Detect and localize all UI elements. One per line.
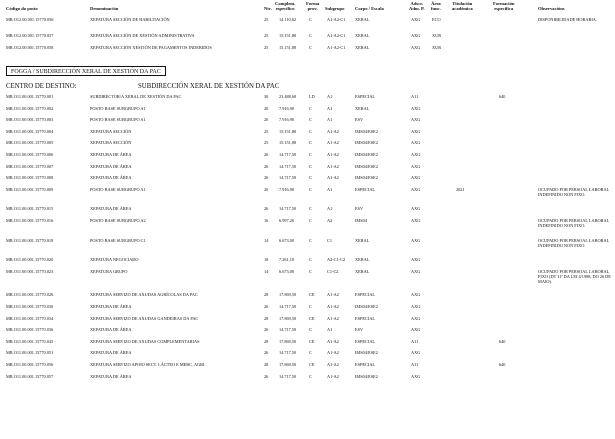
cell-adscr: AXG bbox=[411, 175, 421, 181]
cell-forma: C bbox=[309, 268, 312, 274]
cell-denominacion: XEFATURA SERVIZO DE AXUDAS COMPLEMENTARIAS bbox=[90, 338, 200, 344]
cell-subgrupo: A1-A2 bbox=[327, 338, 339, 344]
header-complemento bbox=[275, 1, 295, 11]
cell-forma: LD bbox=[309, 94, 315, 99]
cell-titulacion: 2021 bbox=[456, 186, 465, 192]
cell-denominacion: XEFATURA DE ÁREA bbox=[90, 163, 132, 169]
cell-complemento: 17.869,50 bbox=[279, 315, 297, 321]
cell-corpo: ESPECIAL bbox=[355, 292, 376, 298]
cell-corpo: IMS04/ESE2 bbox=[355, 304, 378, 309]
header-observacions: Observacións bbox=[538, 6, 565, 11]
cell-complemento: 17.869,50 bbox=[279, 338, 297, 344]
cell-adscr: AXG bbox=[411, 186, 421, 192]
cell-denominacion: XEFATURA NEGOCIADO bbox=[90, 257, 139, 263]
cell-subgrupo: A1-A2 bbox=[327, 373, 339, 379]
cell-nivel: 25 bbox=[264, 128, 269, 134]
cell-subgrupo: A1-A2 bbox=[327, 315, 339, 321]
cell-corpo: ESPECIAL bbox=[355, 186, 376, 192]
cell-complemento: 14.717,50 bbox=[279, 304, 297, 309]
cell-denominacion: XEFATURA SERVIZO DE AXUDAS AGRÍCOLAS DA PAC bbox=[90, 292, 198, 298]
cell-subgrupo: A1 bbox=[327, 105, 333, 111]
cell-codigo: MR.O12.00.001.15770.058 bbox=[6, 45, 54, 50]
cell-corpo: XERAL bbox=[355, 17, 370, 22]
cell-subgrupo: A1-A2 bbox=[327, 152, 339, 157]
cell-forma: C bbox=[309, 117, 312, 123]
cell-nivel: 28 bbox=[264, 338, 269, 344]
cell-corpo: ESPECIAL bbox=[355, 338, 376, 344]
cell-codigo: MR.O11.00.001.15770.056 bbox=[6, 362, 54, 367]
cell-denominacion: XEFATURA SERVIZO APOIO SECT. LÁCTEO E MERC. AGRI. bbox=[90, 362, 206, 367]
cell-forma: C bbox=[309, 327, 312, 333]
header-area bbox=[431, 1, 441, 11]
cell-codigo: MR.O11.00.001.15770.007 bbox=[6, 163, 54, 169]
cell-corpo: ESPECIAL bbox=[355, 362, 376, 367]
cell-codigo: MR.O11.00.001.15770.002 bbox=[6, 105, 54, 111]
cell-adscr: AXG bbox=[411, 163, 421, 169]
cell-codigo: MR.O12.00.001.15770.056 bbox=[6, 17, 54, 22]
cell-adscr: A11 bbox=[411, 362, 419, 367]
cell-area: ECO bbox=[432, 17, 441, 22]
cell-observacions: OCUPADO POR PERSOAL LABORAL INDEFINIDO NON FIXO. bbox=[538, 237, 610, 248]
cell-nivel: 26 bbox=[264, 163, 269, 169]
cell-subgrupo: A1-A2 bbox=[327, 362, 339, 367]
cell-subgrupo: A1-A2 bbox=[327, 304, 339, 309]
header-forma-l1: Forma bbox=[306, 1, 320, 6]
header-formacion-l1: Formación bbox=[493, 1, 515, 6]
cell-corpo: ESPECIAL bbox=[355, 94, 376, 99]
cell-nivel: 25 bbox=[264, 17, 269, 22]
cell-codigo: MR.O11.00.001.15770.051 bbox=[6, 350, 54, 356]
cell-adscr: AXG bbox=[411, 206, 421, 212]
cell-subgrupo: A1 bbox=[327, 117, 333, 123]
cell-nivel: 16 bbox=[264, 218, 269, 223]
cell-corpo: ESV bbox=[355, 327, 364, 333]
header-titulacion-l2: académica bbox=[452, 6, 473, 11]
cell-codigo: MR.O11.00.001.15770.057 bbox=[6, 373, 54, 379]
cell-denominacion: POSTO BASE SUBGRUPO A1 bbox=[90, 186, 146, 192]
cell-adscr: AXG bbox=[411, 128, 421, 134]
cell-forma: C bbox=[309, 186, 312, 192]
cell-complemento: 17.869,50 bbox=[279, 362, 297, 367]
cell-nivel: 26 bbox=[264, 206, 269, 212]
cell-complemento: 6.997,26 bbox=[279, 218, 295, 223]
cell-denominacion: XEFATURA SECCIÓN XESTIÓN DE PAGAMENTOS INDEBIDOS bbox=[90, 45, 212, 50]
cell-corpo: IMS04/ESE2 bbox=[355, 163, 378, 169]
cell-complemento: 23.488,68 bbox=[279, 94, 297, 99]
cell-codigo: MR.O11.00.001.15770.008 bbox=[6, 175, 54, 181]
cell-denominacion: XEFATURA SECCIÓN DE HABILITACIÓN bbox=[90, 17, 170, 22]
cell-subgrupo: A1 bbox=[327, 94, 333, 99]
cell-corpo: ESV bbox=[355, 206, 364, 212]
cell-corpo: IMS04 bbox=[355, 218, 367, 223]
cell-complemento: 14.717,50 bbox=[279, 152, 297, 157]
cell-denominacion: XEFATURA SECCIÓN bbox=[90, 128, 132, 134]
cell-complemento: 6.673,00 bbox=[279, 268, 295, 274]
cell-codigo: MR.O11.00.001.15770.016 bbox=[6, 218, 54, 223]
cell-corpo: IMS04/ESE2 bbox=[355, 152, 378, 157]
cell-denominacion: XEFATURA SECCIÓN DE XESTIÓN ADMINISTRATIVA bbox=[90, 33, 195, 38]
cell-corpo: XERAL bbox=[355, 105, 370, 111]
cell-subgrupo: A1-A2 bbox=[327, 175, 339, 181]
cell-forma: C bbox=[309, 163, 312, 169]
cell-adscr: AXG bbox=[411, 17, 421, 22]
cell-complemento: 15.151,88 bbox=[279, 140, 297, 146]
header-forma bbox=[306, 1, 319, 11]
cell-formacion: 640 bbox=[499, 94, 506, 99]
cell-forma: C bbox=[309, 350, 312, 356]
cell-corpo: XERAL bbox=[355, 257, 370, 263]
cell-observacions: OCUPADO POR PERSOAL LABORAL INDEFINIDO NON FIXO. bbox=[538, 186, 610, 197]
cell-adscr: AXG bbox=[411, 33, 421, 38]
cell-codigo: MR.O11.00.001.15770.009 bbox=[6, 186, 54, 192]
cell-codigo: MR.O11.00.001.15770.030 bbox=[6, 304, 54, 309]
cell-corpo: XERAL bbox=[355, 33, 370, 38]
cell-subgrupo: C1-C2 bbox=[327, 268, 339, 274]
cell-complemento: 15.151,88 bbox=[279, 128, 297, 134]
cell-subgrupo: A1-A2 bbox=[327, 140, 339, 146]
cell-subgrupo: A1-A2-C1 bbox=[327, 17, 346, 22]
cell-nivel: 14 bbox=[264, 237, 269, 243]
cell-forma: C bbox=[309, 304, 312, 309]
cell-forma: C bbox=[309, 45, 312, 50]
cell-area: XUR bbox=[432, 33, 442, 38]
cell-adscr: AXG bbox=[411, 292, 421, 298]
cell-adscr: AXG bbox=[411, 304, 421, 309]
cell-denominacion: XEFATURA DE ÁREA bbox=[90, 304, 132, 309]
cell-nivel: 25 bbox=[264, 33, 269, 38]
cell-complemento: 7.916,90 bbox=[279, 186, 295, 192]
cell-denominacion: XEFATURA SERVIZO DE AXUDAS GANDEIRAS DA PAC bbox=[90, 315, 199, 321]
cell-complemento: 14.717,50 bbox=[279, 373, 297, 379]
cell-forma: C bbox=[309, 175, 312, 181]
cell-corpo: XERAL bbox=[355, 268, 370, 274]
cell-complemento: 14.717,50 bbox=[279, 327, 297, 333]
header-titulacion-l1: Titulación bbox=[452, 1, 473, 6]
cell-subgrupo: A2-C1-C2 bbox=[327, 257, 346, 263]
cell-adscr: AXG bbox=[411, 105, 421, 111]
cell-subgrupo: A1-A2 bbox=[327, 128, 339, 134]
cell-formacion: 640 bbox=[499, 362, 506, 367]
cell-denominacion: POSTO BASE SUBGRUPO A1 bbox=[90, 105, 146, 111]
cell-adscr: AXG bbox=[411, 327, 421, 333]
cell-codigo: MR.O12.00.001.15770.057 bbox=[6, 33, 54, 38]
cell-nivel: 30 bbox=[264, 94, 269, 99]
cell-nivel: 26 bbox=[264, 152, 269, 157]
cell-codigo: MR.O11.00.001.15770.003 bbox=[6, 117, 54, 123]
cell-codigo: MR.O11.00.001.15770.026 bbox=[6, 292, 54, 298]
cell-codigo: MR.O11.00.001.15770.004 bbox=[6, 128, 54, 134]
cell-denominacion: XEFATURA DE ÁREA bbox=[90, 152, 132, 157]
cell-complemento: 6.673,00 bbox=[279, 237, 295, 243]
cell-codigo: MR.O11.00.001.15770.036 bbox=[6, 327, 54, 333]
cell-nivel: 14 bbox=[264, 268, 269, 274]
cell-corpo: XERAL bbox=[355, 45, 370, 50]
cell-corpo: ESV bbox=[355, 117, 364, 123]
header-denominacion: Denominación bbox=[90, 6, 119, 11]
cell-forma: CE bbox=[309, 292, 315, 298]
cell-area: XUR bbox=[432, 45, 442, 50]
cell-forma: CE bbox=[309, 362, 315, 367]
cell-denominacion: XEFATURA DE ÁREA bbox=[90, 350, 132, 356]
cell-observacions: DISPONIBILIDADE HORARIA. bbox=[538, 17, 597, 22]
cell-nivel: 28 bbox=[264, 292, 269, 298]
cell-codigo: MR.O11.00.001.15770.045 bbox=[6, 338, 54, 344]
cell-subgrupo: A2 bbox=[327, 218, 333, 223]
cell-denominacion: POSTO BASE SUBGRUPO A2 bbox=[90, 218, 146, 223]
cell-codigo: MR.O11.00.001.15770.034 bbox=[6, 315, 54, 321]
cell-forma: C bbox=[309, 128, 312, 134]
cell-nivel: 26 bbox=[264, 373, 269, 379]
cell-subgrupo: A1-A2 bbox=[327, 163, 339, 169]
cell-complemento: 14.110,62 bbox=[279, 17, 297, 22]
cell-codigo: MR.O11.00.001.15770.015 bbox=[6, 206, 54, 212]
cell-subgrupo: A1-A2 bbox=[327, 292, 339, 298]
cell-subgrupo: C1 bbox=[327, 237, 333, 243]
cell-denominacion: XEFATURA DE ÁREA bbox=[90, 206, 132, 212]
cell-nivel: 20 bbox=[264, 105, 269, 111]
cell-nivel: 26 bbox=[264, 350, 269, 356]
cell-adscr: AXG bbox=[411, 350, 421, 356]
cell-nivel: 26 bbox=[264, 304, 269, 309]
cell-nivel: 28 bbox=[264, 315, 269, 321]
cell-observacions: OCUPADO POR PERSOAL LABORAL FIXO (DT 11ª DA LEI 4/1988, DO 26 DE MAIO). bbox=[538, 268, 611, 285]
cell-subgrupo: A1 bbox=[327, 186, 333, 192]
centro-label: CENTRO DE DESTINO: bbox=[6, 83, 77, 90]
centro-value: SUBDIRECCIÓN XERAL DE XESTIÓN DA PAC bbox=[138, 83, 280, 90]
cell-codigo: MR.O11.00.001.15770.023 bbox=[6, 268, 54, 274]
cell-subgrupo: A1-A2-C1 bbox=[327, 45, 346, 50]
cell-nivel: 28 bbox=[264, 362, 269, 367]
cell-adscr: A11 bbox=[411, 338, 419, 344]
cell-complemento: 7.916,90 bbox=[279, 117, 295, 123]
cell-forma: C bbox=[309, 33, 312, 38]
cell-forma: C bbox=[309, 17, 312, 22]
section-title-box: FOGGA / SUBDIRECCIÓN XERAL DE XESTIÓN DA PAC bbox=[6, 66, 166, 76]
cell-codigo: MR.O11.00.001.15770.001 bbox=[6, 94, 54, 99]
header-adscr bbox=[409, 1, 425, 11]
cell-complemento: 14.717,50 bbox=[279, 163, 297, 169]
cell-adscr: AXG bbox=[411, 117, 421, 123]
cell-observacions: OCUPADO POR PERSOAL LABORAL INDEFINIDO NON FIXO. bbox=[538, 218, 610, 229]
header-area-l1: Área bbox=[431, 1, 441, 6]
cell-corpo: IMS04/ESE2 bbox=[355, 140, 378, 146]
cell-nivel: 18 bbox=[264, 257, 269, 263]
cell-forma: C bbox=[309, 152, 312, 157]
header-nivel: Niv. bbox=[264, 6, 272, 11]
cell-forma: C bbox=[309, 237, 312, 243]
cell-corpo: IMS04/ESE2 bbox=[355, 175, 378, 181]
header-adscr-l1: Adscr. bbox=[410, 1, 423, 6]
cell-codigo: MR.O11.00.001.15770.006 bbox=[6, 152, 54, 157]
cell-complemento: 7.261,18 bbox=[279, 257, 295, 263]
cell-adscr: AXG bbox=[411, 218, 421, 223]
cell-corpo: IMS04/ESE2 bbox=[355, 373, 378, 379]
header-complemento-l2: específico bbox=[275, 6, 295, 11]
header-adscr-l2: Adm. P. bbox=[409, 6, 425, 11]
cell-forma: CE bbox=[309, 338, 315, 344]
cell-adscr: AXG bbox=[411, 45, 421, 50]
cell-complemento: 15.151,88 bbox=[279, 33, 297, 38]
cell-adscr: AXG bbox=[411, 140, 421, 146]
cell-forma: C bbox=[309, 105, 312, 111]
cell-denominacion: POSTO BASE SUBGRUPO A1 bbox=[90, 117, 146, 123]
cell-denominacion: XEFATURA DE ÁREA bbox=[90, 327, 132, 333]
cell-codigo: MR.O11.00.001.15770.020 bbox=[6, 257, 54, 263]
cell-subgrupo: A1-A2-C1 bbox=[327, 33, 346, 38]
header-formacion-l2: específica bbox=[494, 6, 514, 11]
cell-adscr: AXG bbox=[411, 237, 421, 243]
cell-forma: C bbox=[309, 140, 312, 146]
cell-corpo: IMS04/ESE2 bbox=[355, 350, 378, 356]
cell-subgrupo: A1 bbox=[327, 327, 333, 333]
cell-corpo: ESPECIAL bbox=[355, 315, 376, 321]
cell-codigo: MR.O11.00.001.15770.005 bbox=[6, 140, 54, 146]
header-forma-l2: prov. bbox=[307, 6, 318, 11]
cell-denominacion: XEFATURA DE ÁREA bbox=[90, 373, 132, 379]
cell-adscr: AXG bbox=[411, 152, 421, 157]
cell-complemento: 14.717,50 bbox=[279, 175, 297, 181]
cell-forma: C bbox=[309, 218, 312, 223]
cell-denominacion: XEFATURA GRUPO bbox=[90, 268, 128, 274]
cell-complemento: 14.717,50 bbox=[279, 350, 297, 356]
header-formacion bbox=[493, 1, 514, 11]
cell-complemento: 15.151,88 bbox=[279, 45, 297, 50]
cell-denominacion: XEFATURA SECCIÓN bbox=[90, 140, 132, 146]
header-corpo: Corpo / Escala bbox=[355, 6, 384, 11]
cell-forma: CE bbox=[309, 315, 315, 321]
cell-codigo: MR.O11.00.001.15770.018 bbox=[6, 237, 54, 243]
cell-forma: C bbox=[309, 257, 312, 263]
cell-adscr: A11 bbox=[411, 94, 419, 99]
cell-nivel: 26 bbox=[264, 327, 269, 333]
cell-subgrupo: A1 bbox=[327, 206, 333, 212]
cell-denominacion: POSTO BASE SUBGRUPO C1 bbox=[90, 237, 146, 243]
cell-denominacion: SUBDIRECTOR/A XERAL DE XESTIÓN DA PAC bbox=[90, 94, 182, 99]
cell-adscr: AXG bbox=[411, 315, 421, 321]
cell-corpo: XERAL bbox=[355, 237, 370, 243]
header-area-l2: func. bbox=[431, 6, 441, 11]
cell-adscr: AXG bbox=[411, 257, 421, 263]
header-titulacion bbox=[452, 1, 473, 11]
cell-forma: C bbox=[309, 206, 312, 212]
header-complemento-l1: Complem. bbox=[275, 1, 296, 6]
cell-complemento: 14.717,50 bbox=[279, 206, 297, 212]
header-codigo: Código do posto bbox=[6, 6, 38, 11]
cell-adscr: AXG bbox=[411, 373, 421, 379]
header-subgrupo: Subgrupo bbox=[325, 6, 345, 11]
cell-nivel: 20 bbox=[264, 117, 269, 123]
cell-nivel: 25 bbox=[264, 45, 269, 50]
cell-nivel: 20 bbox=[264, 186, 269, 192]
cell-complemento: 7.916,90 bbox=[279, 105, 295, 111]
cell-adscr: AXG bbox=[411, 268, 421, 274]
cell-complemento: 17.869,50 bbox=[279, 292, 297, 298]
cell-corpo: IMS04/ESE2 bbox=[355, 128, 378, 134]
cell-nivel: 26 bbox=[264, 175, 269, 181]
cell-formacion: 640 bbox=[499, 338, 506, 344]
cell-forma: C bbox=[309, 373, 312, 379]
cell-denominacion: XEFATURA DE ÁREA bbox=[90, 175, 132, 181]
cell-nivel: 25 bbox=[264, 140, 269, 146]
cell-subgrupo: A1-A2 bbox=[327, 350, 339, 356]
